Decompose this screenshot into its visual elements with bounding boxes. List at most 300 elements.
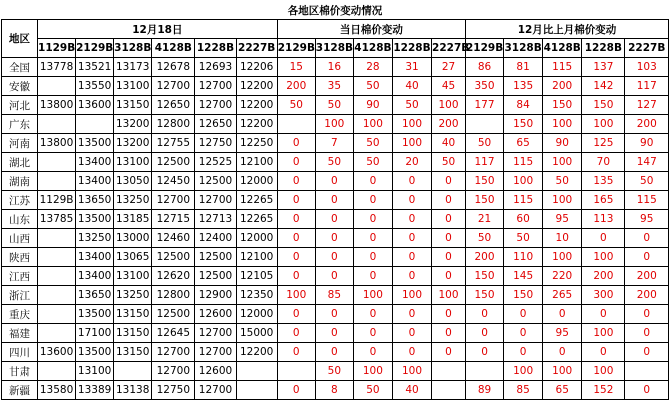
- price-cell: 12900: [195, 286, 236, 305]
- monthly-change-cell: 85: [504, 381, 543, 400]
- monthly-change-cell: 200: [625, 267, 669, 286]
- daily-change-cell: 0: [353, 210, 392, 229]
- daily-change-cell: 85: [315, 286, 353, 305]
- table-row: [2, 324, 669, 343]
- price-cell: 1129B: [38, 191, 76, 210]
- daily-change-cell: 0: [392, 172, 431, 191]
- monthly-change-cell: 150: [504, 286, 543, 305]
- table-row: [2, 267, 669, 286]
- daily-change-cell: 0: [277, 267, 315, 286]
- monthly-change-cell: 145: [504, 267, 543, 286]
- monthly-change-cell: 50: [543, 172, 582, 191]
- table-row: [2, 115, 669, 134]
- daily-change-cell: 0: [432, 343, 466, 362]
- monthly-change-cell: 100: [582, 248, 625, 267]
- monthly-change-cell: 21: [466, 210, 504, 229]
- monthly-change-cell: 50: [466, 229, 504, 248]
- price-cell: 13500: [76, 305, 114, 324]
- price-cell: 13400: [76, 153, 114, 172]
- daily-change-cell: 0: [432, 267, 466, 286]
- price-cell: 12100: [236, 248, 277, 267]
- region-cell: 四川: [2, 343, 38, 362]
- region-cell: 广东: [2, 115, 38, 134]
- price-cell: 13050: [114, 172, 152, 191]
- daily-change-cell: 0: [315, 324, 353, 343]
- daily-change-cell: 0: [432, 305, 466, 324]
- price-cell: 12000: [236, 305, 277, 324]
- daily-change-cell: 50: [315, 362, 353, 381]
- daily-change-cell: 0: [277, 210, 315, 229]
- daily-change-cell: 35: [315, 77, 353, 96]
- daily-change-cell: 0: [277, 172, 315, 191]
- column-header-daily: 4128B: [353, 39, 392, 58]
- price-cell: 12700: [195, 324, 236, 343]
- daily-change-cell: 200: [432, 115, 466, 134]
- region-cell: 山东: [2, 210, 38, 229]
- price-cell: 13150: [114, 96, 152, 115]
- monthly-change-cell: 117: [466, 153, 504, 172]
- daily-change-cell: 0: [315, 305, 353, 324]
- daily-change-cell: 50: [432, 153, 466, 172]
- daily-change-cell: 50: [277, 96, 315, 115]
- monthly-change-cell: 0: [625, 324, 669, 343]
- monthly-change-cell: 100: [582, 115, 625, 134]
- daily-change-cell: 0: [315, 248, 353, 267]
- region-cell: 新疆: [2, 381, 38, 400]
- monthly-change-cell: 100: [543, 115, 582, 134]
- price-cell: [38, 248, 76, 267]
- price-cell: 12713: [195, 210, 236, 229]
- price-cell: 13250: [114, 191, 152, 210]
- daily-change-cell: 20: [392, 153, 431, 172]
- monthly-change-cell: 165: [582, 191, 625, 210]
- daily-change-cell: 50: [315, 153, 353, 172]
- monthly-change-cell: 135: [582, 172, 625, 191]
- price-cell: 15000: [236, 324, 277, 343]
- price-cell: [114, 362, 152, 381]
- monthly-change-cell: 50: [466, 134, 504, 153]
- daily-change-cell: 0: [392, 210, 431, 229]
- price-cell: [38, 267, 76, 286]
- daily-change-cell: 0: [392, 324, 431, 343]
- price-cell: 13138: [114, 381, 152, 400]
- monthly-change-cell: 115: [543, 58, 582, 77]
- monthly-change-cell: 147: [625, 153, 669, 172]
- price-cell: 12500: [152, 248, 195, 267]
- region-cell: 重庆: [2, 305, 38, 324]
- daily-change-cell: 100: [392, 362, 431, 381]
- column-header-daily: 3128B: [315, 39, 353, 58]
- region-cell: 河南: [2, 134, 38, 153]
- price-cell: 12350: [236, 286, 277, 305]
- daily-change-cell: 100: [392, 115, 431, 134]
- price-cell: 12600: [195, 305, 236, 324]
- daily-change-cell: 0: [277, 134, 315, 153]
- price-cell: 12678: [152, 58, 195, 77]
- region-cell: 浙江: [2, 286, 38, 305]
- price-cell: [38, 153, 76, 172]
- monthly-change-cell: [466, 362, 504, 381]
- price-cell: [38, 77, 76, 96]
- daily-change-cell: 0: [353, 191, 392, 210]
- price-cell: 12200: [236, 343, 277, 362]
- price-cell: 12693: [195, 58, 236, 77]
- daily-change-cell: 0: [277, 305, 315, 324]
- monthly-change-cell: 89: [466, 381, 504, 400]
- price-cell: 13250: [76, 229, 114, 248]
- price-cell: 12620: [152, 267, 195, 286]
- daily-change-cell: 0: [277, 381, 315, 400]
- table-row: [2, 172, 669, 191]
- monthly-change-cell: 0: [504, 343, 543, 362]
- daily-change-cell: 40: [392, 381, 431, 400]
- monthly-change-cell: 81: [504, 58, 543, 77]
- price-cell: 12750: [195, 134, 236, 153]
- monthly-change-cell: 0: [582, 305, 625, 324]
- monthly-change-cell: 137: [582, 58, 625, 77]
- price-cell: 12715: [152, 210, 195, 229]
- price-cell: [38, 229, 76, 248]
- table-row: [2, 153, 669, 172]
- price-cell: 13065: [114, 248, 152, 267]
- monthly-change-cell: 0: [625, 248, 669, 267]
- table-row: [2, 134, 669, 153]
- price-cell: 13500: [76, 343, 114, 362]
- monthly-change-cell: 95: [543, 210, 582, 229]
- daily-change-cell: 100: [432, 96, 466, 115]
- monthly-change-cell: 117: [625, 77, 669, 96]
- daily-change-cell: 200: [277, 77, 315, 96]
- region-header: 地区: [2, 20, 38, 58]
- monthly-change-cell: [466, 115, 504, 134]
- monthly-change-cell: 0: [625, 229, 669, 248]
- monthly-change-cell: 95: [625, 210, 669, 229]
- daily-change-cell: 0: [432, 172, 466, 191]
- price-cell: 13185: [114, 210, 152, 229]
- group-header-daily: 当日棉价变动: [277, 20, 465, 39]
- monthly-change-cell: 150: [466, 267, 504, 286]
- daily-change-cell: 8: [315, 381, 353, 400]
- price-cell: 13800: [38, 96, 76, 115]
- price-cell: 13580: [38, 381, 76, 400]
- monthly-change-cell: [625, 362, 669, 381]
- price-cell: 12650: [195, 115, 236, 134]
- page-title: 各地区棉价变动情况: [2, 1, 669, 20]
- daily-change-cell: 0: [353, 248, 392, 267]
- price-cell: [236, 381, 277, 400]
- price-cell: 13100: [114, 77, 152, 96]
- price-cell: 12600: [195, 362, 236, 381]
- price-cell: 13250: [114, 286, 152, 305]
- price-cell: 13389: [76, 381, 114, 400]
- monthly-change-cell: 65: [543, 381, 582, 400]
- region-cell: 湖北: [2, 153, 38, 172]
- price-cell: 13173: [114, 58, 152, 77]
- monthly-change-cell: 0: [466, 324, 504, 343]
- daily-change-cell: 0: [277, 153, 315, 172]
- monthly-change-cell: 135: [504, 77, 543, 96]
- table-row: [2, 58, 669, 77]
- daily-change-cell: 0: [353, 229, 392, 248]
- table-row: [2, 229, 669, 248]
- daily-change-cell: [277, 115, 315, 134]
- monthly-change-cell: 113: [582, 210, 625, 229]
- group-header-price: 12月18日: [38, 20, 278, 39]
- price-cell: [236, 362, 277, 381]
- monthly-change-cell: 115: [504, 153, 543, 172]
- price-cell: 13000: [114, 229, 152, 248]
- daily-change-cell: 100: [353, 362, 392, 381]
- region-cell: 湖南: [2, 172, 38, 191]
- table-row: [2, 305, 669, 324]
- column-header-price: 4128B: [152, 39, 195, 58]
- price-cell: [76, 115, 114, 134]
- monthly-change-cell: 0: [504, 305, 543, 324]
- daily-change-cell: 0: [392, 305, 431, 324]
- region-cell: 福建: [2, 324, 38, 343]
- monthly-change-cell: 100: [582, 324, 625, 343]
- daily-change-cell: [432, 362, 466, 381]
- daily-change-cell: 0: [277, 229, 315, 248]
- price-cell: 12400: [195, 229, 236, 248]
- monthly-change-cell: 0: [466, 305, 504, 324]
- table-row: [2, 77, 669, 96]
- monthly-change-cell: 150: [466, 172, 504, 191]
- monthly-change-cell: 152: [582, 381, 625, 400]
- monthly-change-cell: 50: [625, 172, 669, 191]
- daily-change-cell: 16: [315, 58, 353, 77]
- daily-change-cell: 0: [392, 267, 431, 286]
- monthly-change-cell: 0: [466, 343, 504, 362]
- price-cell: [38, 362, 76, 381]
- price-cell: 13550: [76, 77, 114, 96]
- daily-change-cell: 0: [277, 343, 315, 362]
- monthly-change-cell: 100: [543, 362, 582, 381]
- monthly-change-cell: 0: [582, 343, 625, 362]
- daily-change-cell: 0: [353, 324, 392, 343]
- monthly-change-cell: 220: [543, 267, 582, 286]
- price-cell: [38, 324, 76, 343]
- monthly-change-cell: 200: [625, 286, 669, 305]
- monthly-change-cell: 100: [543, 248, 582, 267]
- price-cell: 12000: [236, 172, 277, 191]
- daily-change-cell: 100: [315, 115, 353, 134]
- monthly-change-cell: 200: [582, 267, 625, 286]
- monthly-change-cell: 84: [504, 96, 543, 115]
- monthly-change-cell: 70: [582, 153, 625, 172]
- monthly-change-cell: 150: [543, 96, 582, 115]
- price-cell: 12700: [195, 191, 236, 210]
- monthly-change-cell: 0: [543, 305, 582, 324]
- price-cell: 12500: [195, 172, 236, 191]
- column-header-price: 1129B: [38, 39, 76, 58]
- region-cell: 江苏: [2, 191, 38, 210]
- price-cell: 12500: [152, 305, 195, 324]
- monthly-change-cell: 200: [625, 115, 669, 134]
- daily-change-cell: 0: [432, 324, 466, 343]
- daily-change-cell: 0: [392, 343, 431, 362]
- column-header-daily: 2227B: [432, 39, 466, 58]
- monthly-change-cell: 100: [504, 362, 543, 381]
- price-cell: 12700: [195, 96, 236, 115]
- column-header-monthly: 4128B: [543, 39, 582, 58]
- daily-change-cell: 50: [353, 153, 392, 172]
- price-cell: 13778: [38, 58, 76, 77]
- table-row: [2, 210, 669, 229]
- price-cell: 13650: [76, 191, 114, 210]
- group-header-monthly: 12月比上月棉价变动: [466, 20, 669, 39]
- daily-change-cell: 40: [392, 77, 431, 96]
- monthly-change-cell: 115: [504, 191, 543, 210]
- monthly-change-cell: 60: [504, 210, 543, 229]
- price-cell: 12200: [236, 115, 277, 134]
- column-header-price: 3128B: [114, 39, 152, 58]
- price-cell: 12800: [152, 115, 195, 134]
- price-cell: 12500: [195, 267, 236, 286]
- monthly-change-cell: 0: [625, 381, 669, 400]
- price-cell: 12105: [236, 267, 277, 286]
- monthly-change-cell: 265: [543, 286, 582, 305]
- column-header-price: 1228B: [195, 39, 236, 58]
- daily-change-cell: 0: [353, 305, 392, 324]
- monthly-change-cell: 0: [504, 324, 543, 343]
- daily-change-cell: 50: [353, 77, 392, 96]
- daily-change-cell: 0: [432, 191, 466, 210]
- price-cell: 12000: [236, 229, 277, 248]
- daily-change-cell: 100: [392, 286, 431, 305]
- daily-change-cell: 50: [353, 381, 392, 400]
- table-row: [2, 343, 669, 362]
- monthly-change-cell: 150: [466, 286, 504, 305]
- daily-change-cell: 50: [392, 96, 431, 115]
- price-cell: 12460: [152, 229, 195, 248]
- monthly-change-cell: 142: [582, 77, 625, 96]
- price-cell: 12700: [152, 77, 195, 96]
- region-cell: 陕西: [2, 248, 38, 267]
- monthly-change-cell: 103: [625, 58, 669, 77]
- daily-change-cell: 27: [432, 58, 466, 77]
- daily-change-cell: 0: [392, 191, 431, 210]
- price-cell: 12265: [236, 210, 277, 229]
- monthly-change-cell: 86: [466, 58, 504, 77]
- column-header-monthly: 2129B: [466, 39, 504, 58]
- monthly-change-cell: 100: [582, 362, 625, 381]
- daily-change-cell: 0: [353, 267, 392, 286]
- daily-change-cell: 0: [392, 229, 431, 248]
- price-cell: 17100: [76, 324, 114, 343]
- price-cell: 13100: [76, 362, 114, 381]
- price-cell: 13200: [114, 115, 152, 134]
- daily-change-cell: 0: [432, 210, 466, 229]
- price-cell: 12700: [195, 77, 236, 96]
- price-cell: 12650: [152, 96, 195, 115]
- monthly-change-cell: 150: [582, 96, 625, 115]
- daily-change-cell: 0: [315, 343, 353, 362]
- daily-change-cell: [432, 381, 466, 400]
- daily-change-cell: 50: [315, 96, 353, 115]
- monthly-change-cell: 115: [625, 191, 669, 210]
- daily-change-cell: 45: [432, 77, 466, 96]
- table-row: [2, 248, 669, 267]
- column-header-monthly: 1228B: [582, 39, 625, 58]
- monthly-change-cell: 127: [625, 96, 669, 115]
- table-row: [2, 381, 669, 400]
- price-cell: 12700: [152, 343, 195, 362]
- region-cell: 江西: [2, 267, 38, 286]
- monthly-change-cell: 50: [504, 229, 543, 248]
- price-cell: 12645: [152, 324, 195, 343]
- daily-change-cell: 15: [277, 58, 315, 77]
- price-cell: 12755: [152, 134, 195, 153]
- table-row: [2, 286, 669, 305]
- region-cell: 河北: [2, 96, 38, 115]
- table-row: [2, 96, 669, 115]
- region-cell: 甘肃: [2, 362, 38, 381]
- daily-change-cell: 0: [315, 210, 353, 229]
- price-cell: [38, 286, 76, 305]
- table-row: [2, 362, 669, 381]
- monthly-change-cell: 200: [466, 248, 504, 267]
- price-cell: 12750: [152, 381, 195, 400]
- price-cell: 12700: [152, 191, 195, 210]
- price-cell: 13150: [114, 305, 152, 324]
- column-header-daily: 1228B: [392, 39, 431, 58]
- daily-change-cell: 0: [392, 248, 431, 267]
- monthly-change-cell: 90: [625, 134, 669, 153]
- monthly-change-cell: 350: [466, 77, 504, 96]
- column-header-price: 2129B: [76, 39, 114, 58]
- price-cell: 12800: [152, 286, 195, 305]
- price-cell: 13400: [76, 248, 114, 267]
- price-cell: 13100: [114, 153, 152, 172]
- monthly-change-cell: 0: [625, 305, 669, 324]
- daily-change-cell: 100: [353, 115, 392, 134]
- price-cell: 12500: [195, 248, 236, 267]
- daily-change-cell: 50: [353, 134, 392, 153]
- price-cell: 13500: [76, 134, 114, 153]
- column-header-monthly: 3128B: [504, 39, 543, 58]
- price-cell: 12265: [236, 191, 277, 210]
- monthly-change-cell: 10: [543, 229, 582, 248]
- price-cell: 12450: [152, 172, 195, 191]
- price-cell: [38, 115, 76, 134]
- monthly-change-cell: 100: [543, 191, 582, 210]
- region-cell: 安徽: [2, 77, 38, 96]
- monthly-change-cell: 177: [466, 96, 504, 115]
- price-cell: 12700: [152, 362, 195, 381]
- daily-change-cell: 28: [353, 58, 392, 77]
- price-cell: 13400: [76, 267, 114, 286]
- price-cell: 13600: [76, 96, 114, 115]
- price-cell: 12206: [236, 58, 277, 77]
- monthly-change-cell: 100: [504, 172, 543, 191]
- price-cell: 12250: [236, 134, 277, 153]
- price-cell: [38, 172, 76, 191]
- daily-change-cell: 0: [315, 172, 353, 191]
- price-cell: 13100: [114, 267, 152, 286]
- price-cell: 13785: [38, 210, 76, 229]
- daily-change-cell: 100: [277, 286, 315, 305]
- column-header-monthly: 2227B: [625, 39, 669, 58]
- price-cell: 13500: [76, 210, 114, 229]
- monthly-change-cell: 90: [543, 134, 582, 153]
- monthly-change-cell: 65: [504, 134, 543, 153]
- column-header-daily: 2129B: [277, 39, 315, 58]
- monthly-change-cell: 150: [504, 115, 543, 134]
- price-cell: 13521: [76, 58, 114, 77]
- monthly-change-cell: 125: [582, 134, 625, 153]
- daily-change-cell: 100: [432, 286, 466, 305]
